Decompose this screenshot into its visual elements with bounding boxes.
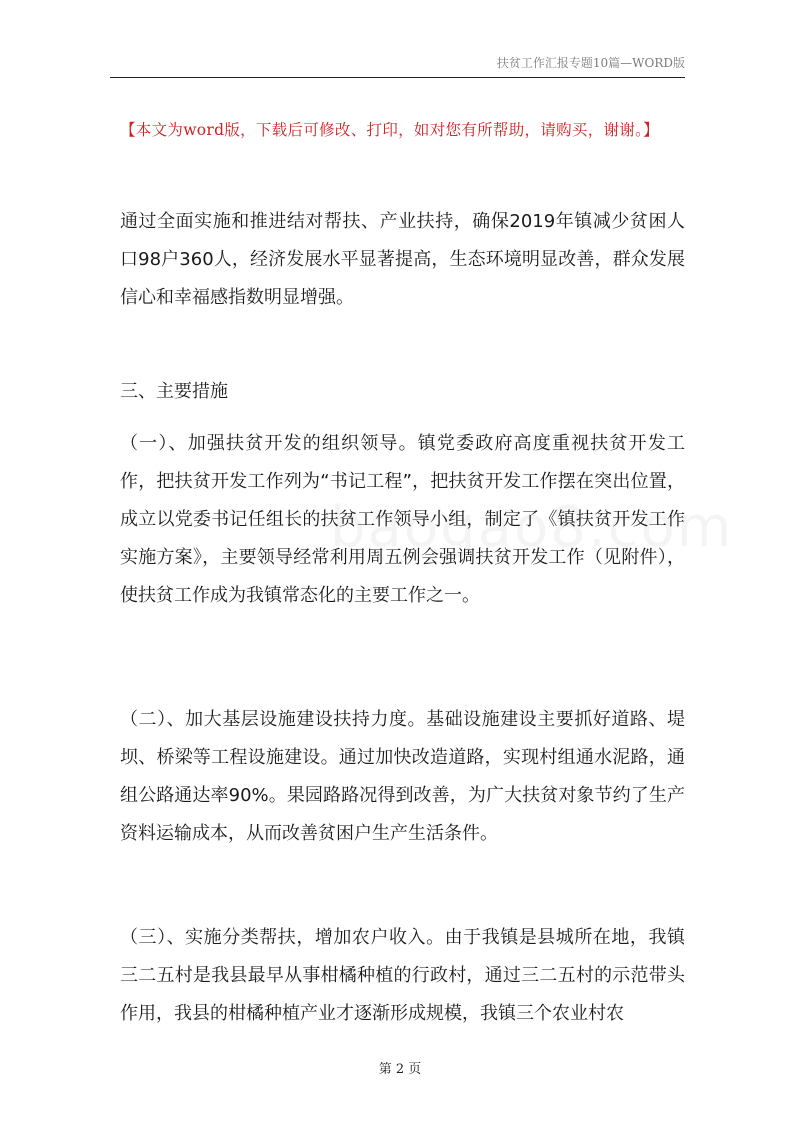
section-heading-main-measures: 三、主要措施 xyxy=(120,381,228,402)
paragraph-measure-1: （一）、加强扶贫开发的组织领导。镇党委政府高度重视扶贫开发工作，把扶贫开发工作列为“书记工程”，把扶贫开发工作摆在突出位置，成立以党委书记任组长的扶贫工作领导小组，制定了《镇扶贫开发工作实施方案》，主要领导经常利用周五例会强调扶贫开发工作（见附件），使扶贫工作成为我镇常态化的主要工作之一。 xyxy=(120,433,685,606)
page-number: 第 2 页 xyxy=(378,1062,422,1077)
paragraph-goals: 通过全面实施和推进结对帮扶、产业扶持，确保2019年镇减少贫困人口98户360人，经济发展水平显著提高，生态环境明显改善，群众发展信心和幸福感指数明显增强。 xyxy=(120,211,685,308)
header-title: 扶贫工作汇报专题10篇—WORD版 xyxy=(496,56,685,70)
paragraph-measure-3: （三）、实施分类帮扶，增加农户收入。由于我镇是县城所在地，我镇三二五村是我县最早从事柑橘种植的行政村，通过三二五村的示范带头作用，我县的柑橘种植产业才逐渐形成规模，我镇三个农业村农 xyxy=(120,927,685,1024)
purchase-notice: 【本文为word版，下载后可修改、打印，如对您有所帮助，请购买，谢谢。】 xyxy=(120,121,659,139)
page-header xyxy=(110,48,685,78)
paragraph-measure-2: （二）、加大基层设施建设扶持力度。基础设施建设主要抓好道路、堤坝、桥梁等工程设施建设。通过加快改造道路，实现村组通水泥路，通组公路通达率90%。果园路路况得到改善，为广大扶贫对象节约了生产资料运输成本，从而改善贫困户生产生活条件。 xyxy=(120,709,685,844)
